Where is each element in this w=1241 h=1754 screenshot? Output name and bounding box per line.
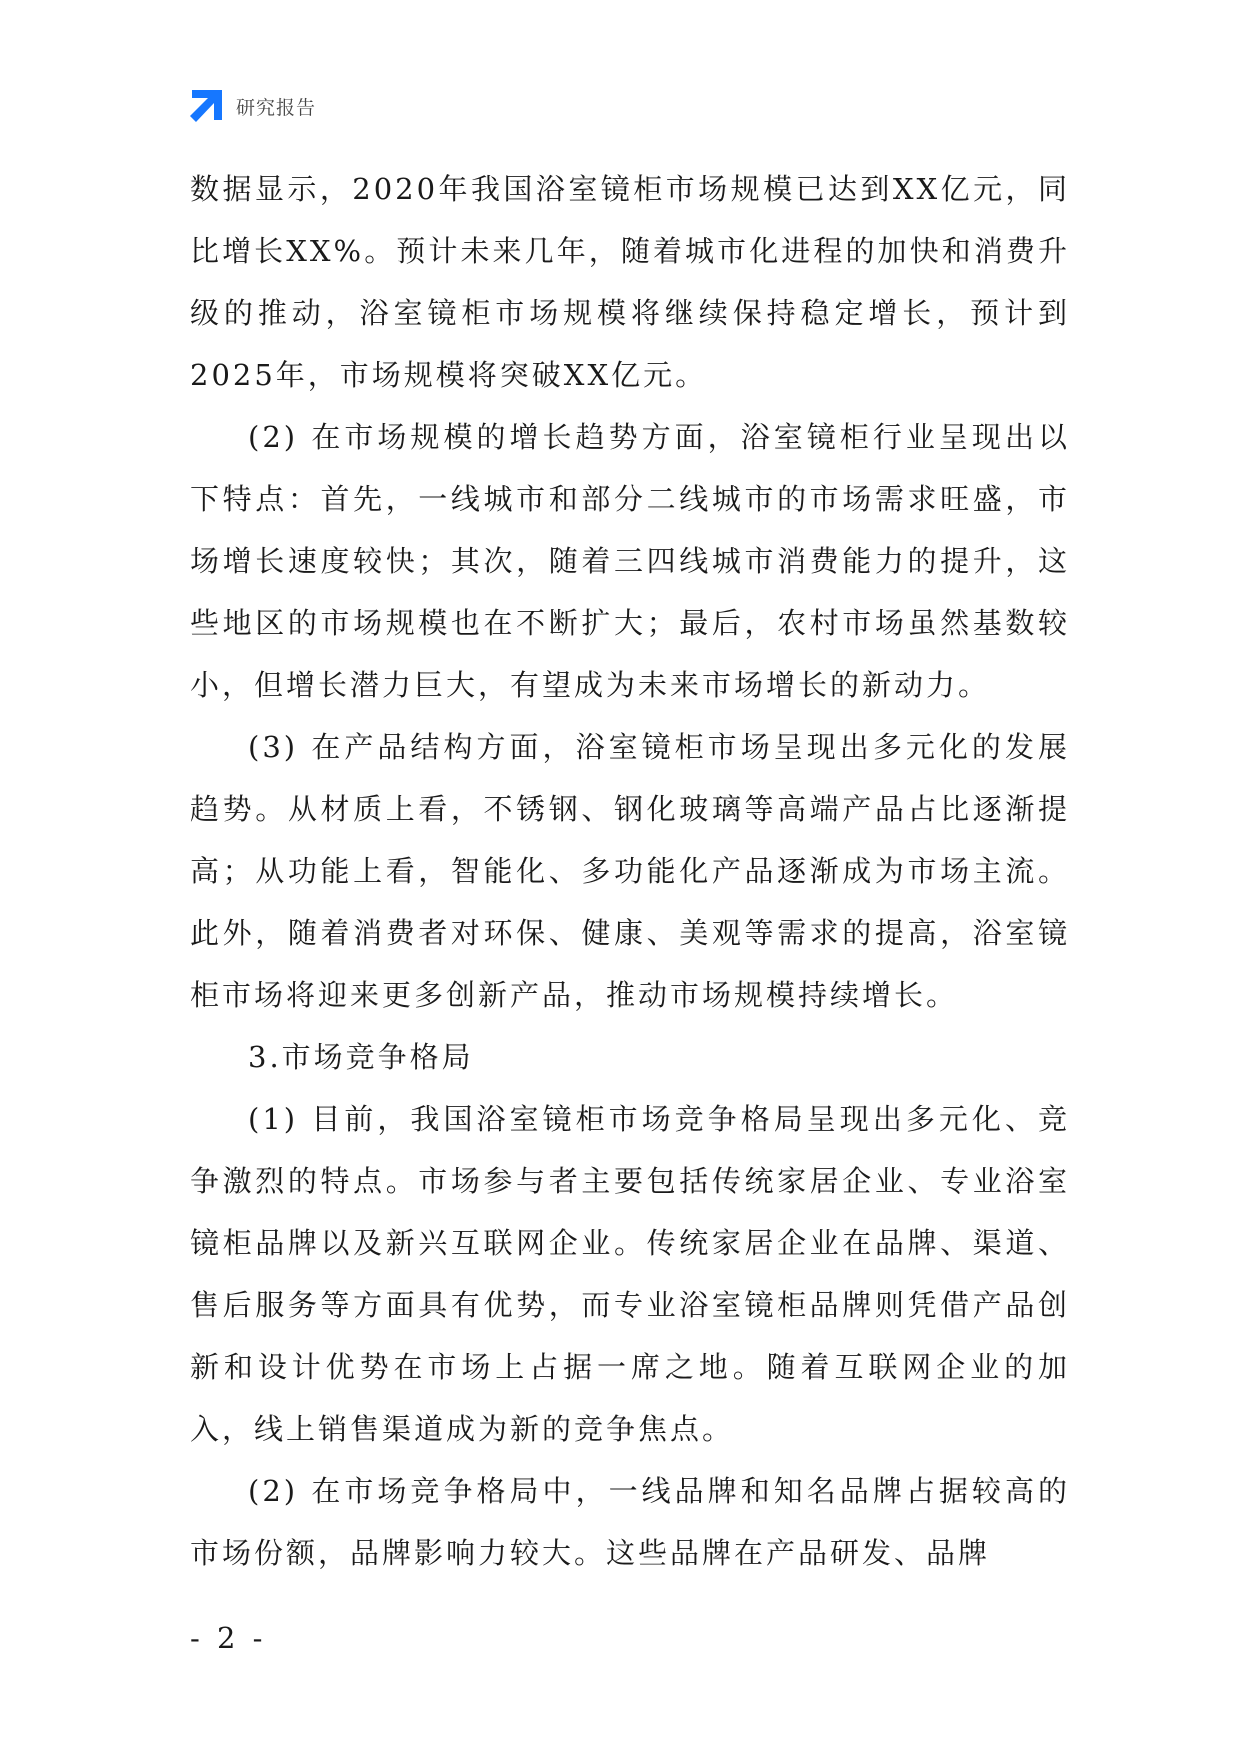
paragraph-competition-overview: (1) 目前，我国浴室镜柜市场竞争格局呈现出多元化、竞争激烈的特点。市场参与者主要包括传统家居企业、专业浴室镜柜品牌以及新兴互联网企业。传统家居企业在品牌、渠道、售后服务等方面具有优势，而专业浴室镜柜品牌则凭借产品创新和设计优势在市场上占据一席之地。随着互联网企业的加入，线上销售渠道成为新的竞争焦点。 [190,1102,1070,1446]
section-heading: 3.市场竞争格局 [248,1040,474,1074]
page-number: - 2 - [190,1621,267,1655]
document-body [190,158,1070,1584]
arrow-logo-icon [188,88,224,124]
header-title: 研究报告 [236,96,317,119]
paragraph-product-structure: (3) 在产品结构方面，浴室镜柜市场呈现出多元化的发展趋势。从材质上看，不锈钢、钢化玻璃等高端产品占比逐渐提高；从功能上看，智能化、多功能化产品逐渐成为市场主流。此外，随着消费者对环保、健康、美观等需求的提高，浴室镜柜市场将迎来更多创新产品，推动市场规模持续增长。 [190,730,1070,1012]
paragraph-market-size: 数据显示，2020年我国浴室镜柜市场规模已达到XX亿元，同比增长XX%。预计未来几年，随着城市化进程的加快和消费升级的推动，浴室镜柜市场规模将继续保持稳定增长，预计到2025年，市场规模将突破XX亿元。 [190,172,1070,392]
report-header [188,88,316,124]
paragraph-leading-brands: (2) 在市场竞争格局中，一线品牌和知名品牌占据较高的市场份额，品牌影响力较大。这些品牌在产品研发、品牌 [190,1474,1070,1570]
paragraph-growth-trend: (2) 在市场规模的增长趋势方面，浴室镜柜行业呈现出以下特点：首先，一线城市和部分二线城市的市场需求旺盛，市场增长速度较快；其次，随着三四线城市消费能力的提升，这些地区的市场规模也在不断扩大；最后，农村市场虽然基数较小，但增长潜力巨大，有望成为未来市场增长的新动力。 [190,420,1070,702]
